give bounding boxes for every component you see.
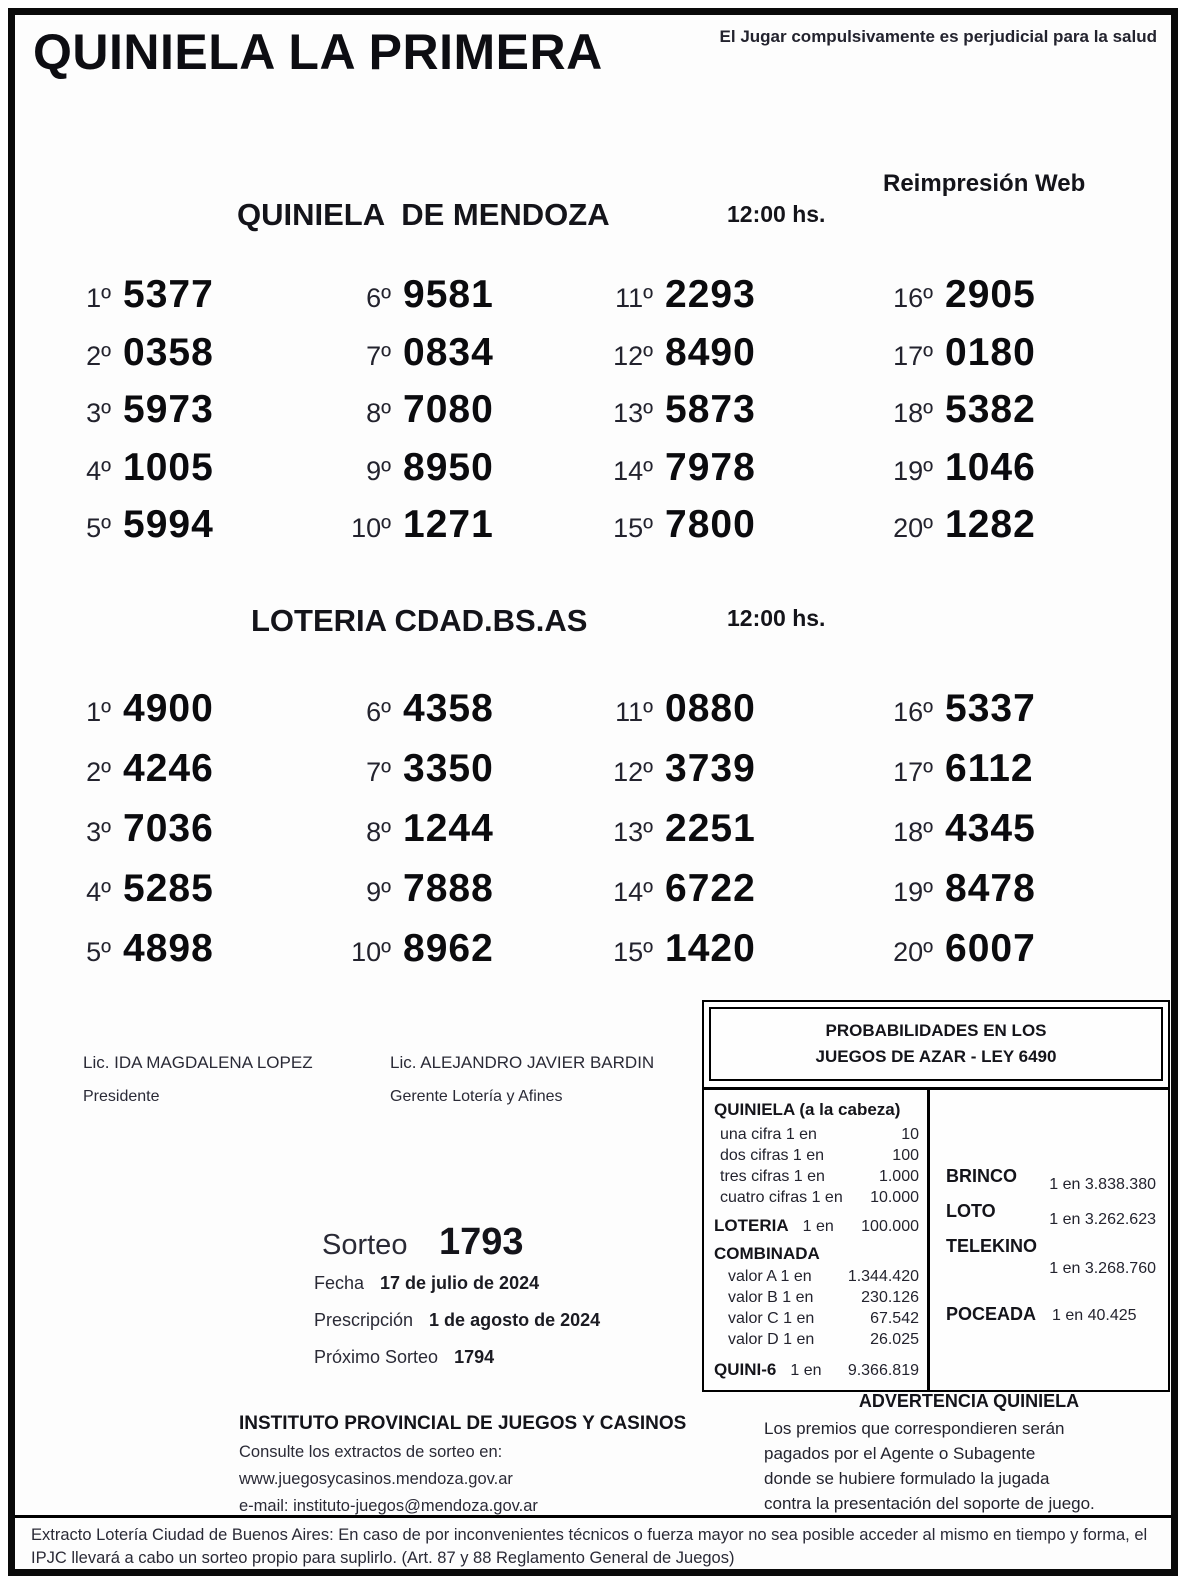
quini6-odds-row xyxy=(714,1360,919,1380)
loteria-odds-label: LOTERIA xyxy=(714,1216,789,1235)
results-grid-mendoza xyxy=(43,273,1143,561)
sorteo-label: Sorteo xyxy=(322,1229,408,1261)
result-number: 5973 xyxy=(123,388,214,431)
result-rank: 6º xyxy=(366,283,391,313)
institute-block xyxy=(239,1413,686,1516)
result-rank: 9º xyxy=(366,455,391,486)
footer-note: Extracto Lotería Ciudad de Buenos Aires: En caso de por inconvenientes técnicos o fuerza mayor no sea posible acceder al mismo en tiempo y forma, el IPJC llevará a cabo un sorteo propio para suplirlo. (Art. 87 y 88 Reglamento General de Juegos) xyxy=(15,1515,1171,1569)
result-rank: 17º xyxy=(893,757,933,787)
result-rank: 13º xyxy=(613,398,653,428)
result-number: 5377 xyxy=(123,273,214,316)
result-number: 3350 xyxy=(403,747,494,790)
prob-game-name: BRINCO xyxy=(946,1166,1017,1186)
result-mendoza-2º xyxy=(43,331,323,389)
result-number: 0358 xyxy=(123,330,214,374)
result-number: 2905 xyxy=(945,273,1036,316)
quiniela-odds-header: QUINIELA (a la cabeza) xyxy=(714,1100,901,1119)
result-bsas-10º xyxy=(323,927,585,987)
draw-info-label: Fecha xyxy=(314,1273,365,1293)
draw-info-value: 1794 xyxy=(454,1347,495,1367)
result-mendoza-11º xyxy=(585,273,865,331)
result-bsas-11º xyxy=(585,687,865,747)
result-bsas-9º xyxy=(323,867,585,927)
odds-row xyxy=(720,1166,919,1187)
result-number: 1244 xyxy=(403,807,494,850)
odds-label: cuatro cifras 1 en xyxy=(720,1189,843,1206)
result-mendoza-18º xyxy=(865,388,1143,446)
result-number: 5873 xyxy=(665,388,756,431)
prob-game-telekino xyxy=(946,1236,1156,1278)
odds-value: 230.126 xyxy=(861,1289,919,1306)
result-rank: 16º xyxy=(893,283,933,313)
odds-label: valor A 1 en xyxy=(728,1268,812,1285)
result-rank: 13º xyxy=(613,817,653,847)
result-number: 4358 xyxy=(403,687,494,730)
result-rank: 4º xyxy=(86,455,111,486)
result-number: 4345 xyxy=(945,807,1036,850)
text-line: e-mail: instituto-juegos@mendoza.gov.ar xyxy=(239,1497,538,1515)
result-number: 7080 xyxy=(403,388,494,431)
prob-game-name: TELEKINO xyxy=(946,1236,1038,1256)
draw-info-label: Prescripción xyxy=(314,1310,414,1330)
result-number: 6722 xyxy=(665,867,756,910)
loteria-odds-mid: 1 en xyxy=(802,1218,834,1235)
result-rank: 14º xyxy=(613,877,653,907)
odds-value: 1.000 xyxy=(878,1168,919,1185)
probabilities-title xyxy=(709,1007,1163,1081)
health-warning-text: El Jugar compulsivamente es perjudicial para la salud xyxy=(719,27,1157,46)
odds-row xyxy=(728,1308,919,1329)
result-number: 5382 xyxy=(945,388,1036,431)
result-mendoza-10º xyxy=(323,503,585,561)
result-bsas-5º xyxy=(43,927,323,987)
result-rank: 20º xyxy=(893,513,933,543)
result-mendoza-7º xyxy=(323,331,585,389)
result-mendoza-12º xyxy=(585,331,865,389)
result-number: 2293 xyxy=(665,273,756,316)
result-rank: 10º xyxy=(351,513,391,543)
signature-name: Lic. IDA MAGDALENA LOPEZ xyxy=(83,1053,313,1072)
signature-manager xyxy=(390,1053,654,1106)
result-number: 1420 xyxy=(665,927,756,970)
result-number: 0834 xyxy=(403,330,494,374)
signature-role: Presidente xyxy=(83,1088,160,1105)
result-mendoza-16º xyxy=(865,273,1143,331)
quini6-odds-mid: 1 en xyxy=(790,1362,822,1379)
result-bsas-14º xyxy=(585,867,865,927)
odds-value: 26.025 xyxy=(870,1331,919,1348)
result-bsas-1º xyxy=(43,687,323,747)
result-rank: 12º xyxy=(613,340,653,371)
odds-label: valor B 1 en xyxy=(728,1289,814,1306)
result-rank: 16º xyxy=(893,697,933,727)
odds-row xyxy=(728,1329,919,1350)
result-number: 7888 xyxy=(403,867,494,910)
result-rank: 3º xyxy=(86,817,111,847)
result-number: 1046 xyxy=(945,445,1036,489)
text-line: Consulte los extractos de sorteo en: xyxy=(239,1443,503,1461)
sorteo-number: 1793 xyxy=(439,1221,524,1263)
result-bsas-20º xyxy=(865,927,1143,987)
text-line: contra la presentación del soporte de juego. xyxy=(764,1494,1095,1513)
result-number: 1282 xyxy=(945,503,1036,546)
prob-game-name: POCEADA xyxy=(946,1304,1037,1324)
result-rank: 2º xyxy=(86,340,111,371)
result-number: 2251 xyxy=(665,807,756,850)
result-number: 5337 xyxy=(945,687,1036,730)
signature-name: Lic. ALEJANDRO JAVIER BARDIN xyxy=(390,1053,655,1072)
result-number: 7036 xyxy=(123,807,214,850)
quini6-odds-label: QUINI-6 xyxy=(714,1360,777,1379)
result-number: 8950 xyxy=(403,445,494,489)
probabilities-right-column xyxy=(930,1090,1168,1390)
text-line: Los premios que correspondieren serán xyxy=(764,1419,1065,1438)
result-bsas-13º xyxy=(585,807,865,867)
draw-info-row xyxy=(314,1273,600,1294)
quiniela-odds-rows xyxy=(714,1124,919,1208)
text-line: www.juegosycasinos.mendoza.gov.ar xyxy=(239,1470,513,1488)
section-time-mendoza: 12:00 hs. xyxy=(727,201,826,227)
prob-game-poceada xyxy=(946,1304,1156,1325)
draw-info-row xyxy=(314,1347,600,1368)
draw-info-value: 1 de agosto de 2024 xyxy=(429,1310,601,1330)
result-bsas-8º xyxy=(323,807,585,867)
result-number: 1005 xyxy=(123,445,214,489)
odds-label: tres cifras 1 en xyxy=(720,1168,825,1185)
result-number: 0880 xyxy=(665,687,756,730)
result-mendoza-17º xyxy=(865,331,1143,389)
result-mendoza-6º xyxy=(323,273,585,331)
result-mendoza-4º xyxy=(43,446,323,504)
result-number: 8962 xyxy=(403,927,494,970)
section-time-bsas: 12:00 hs. xyxy=(727,605,826,631)
odds-row xyxy=(728,1266,919,1287)
reprint-note: Reimpresión Web xyxy=(883,170,1086,197)
advertencia-lines xyxy=(750,1416,1188,1516)
result-bsas-6º xyxy=(323,687,585,747)
result-rank: 18º xyxy=(893,817,933,847)
result-rank: 8º xyxy=(366,398,391,428)
result-rank: 19º xyxy=(893,877,933,907)
result-rank: 14º xyxy=(613,455,653,486)
result-bsas-2º xyxy=(43,747,323,807)
prob-game-value: 1 en 3.838.380 xyxy=(1049,1176,1156,1193)
result-rank: 10º xyxy=(351,937,391,967)
result-mendoza-13º xyxy=(585,388,865,446)
result-number: 4900 xyxy=(123,687,214,730)
result-number: 9581 xyxy=(403,273,494,316)
result-number: 6112 xyxy=(945,747,1034,790)
odds-value: 67.542 xyxy=(870,1310,919,1327)
odds-label: dos cifras 1 en xyxy=(720,1147,825,1164)
odds-row xyxy=(728,1287,919,1308)
result-mendoza-5º xyxy=(43,503,323,561)
result-rank: 4º xyxy=(86,877,111,907)
draw-info-row xyxy=(314,1310,600,1331)
result-bsas-16º xyxy=(865,687,1143,747)
prob-game-value: 1 en 3.262.623 xyxy=(1049,1211,1156,1228)
prob-game-name: LOTO xyxy=(946,1201,996,1221)
result-number: 6007 xyxy=(945,927,1036,970)
result-number: 0180 xyxy=(945,330,1036,374)
result-number: 8490 xyxy=(665,330,756,374)
result-number: 1271 xyxy=(403,503,494,546)
result-bsas-7º xyxy=(323,747,585,807)
result-rank: 5º xyxy=(86,513,111,543)
result-rank: 20º xyxy=(893,937,933,967)
result-mendoza-19º xyxy=(865,446,1143,504)
result-number: 5285 xyxy=(123,867,214,910)
result-bsas-18º xyxy=(865,807,1143,867)
odds-label: valor C 1 en xyxy=(728,1310,815,1327)
prob-game-loto xyxy=(946,1201,1156,1229)
section-title-mendoza: QUINIELA DE MENDOZA xyxy=(237,197,610,232)
odds-value: 1.344.420 xyxy=(847,1268,919,1285)
odds-label: una cifra 1 en xyxy=(720,1126,817,1143)
result-number: 7978 xyxy=(665,445,756,489)
result-rank: 3º xyxy=(86,398,111,428)
result-rank: 17º xyxy=(893,340,933,371)
odds-label: valor D 1 en xyxy=(728,1331,815,1348)
result-mendoza-15º xyxy=(585,503,865,561)
probabilities-title-line2: JUEGOS DE AZAR - LEY 6490 xyxy=(815,1047,1057,1067)
result-bsas-4º xyxy=(43,867,323,927)
document-page xyxy=(8,8,1178,1576)
result-mendoza-1º xyxy=(43,273,323,331)
page-title: QUINIELA LA PRIMERA xyxy=(33,24,603,80)
draw-info-label: Próximo Sorteo xyxy=(314,1347,439,1367)
loteria-odds-row xyxy=(714,1216,919,1236)
result-rank: 11º xyxy=(615,283,653,313)
result-rank: 6º xyxy=(366,697,391,727)
result-bsas-17º xyxy=(865,747,1143,807)
odds-value: 10 xyxy=(901,1126,919,1143)
odds-row xyxy=(720,1124,919,1145)
signature-role: Gerente Lotería y Afines xyxy=(390,1088,563,1105)
result-mendoza-9º xyxy=(323,446,585,504)
combinada-odds-rows xyxy=(714,1266,919,1350)
result-rank: 2º xyxy=(86,757,111,787)
probabilities-body xyxy=(704,1087,1168,1390)
odds-row xyxy=(720,1145,919,1166)
result-rank: 1º xyxy=(86,283,111,313)
result-number: 8478 xyxy=(945,867,1036,910)
result-rank: 19º xyxy=(893,455,933,486)
advertencia-title: ADVERTENCIA QUINIELA xyxy=(858,1391,1080,1411)
result-bsas-19º xyxy=(865,867,1143,927)
result-rank: 12º xyxy=(613,757,653,787)
combinada-odds-header: COMBINADA xyxy=(714,1244,820,1263)
section-title-bsas: LOTERIA CDAD.BS.AS xyxy=(251,603,588,638)
result-mendoza-20º xyxy=(865,503,1143,561)
result-number: 4898 xyxy=(123,927,214,970)
text-line: pagados por el Agente o Subagente xyxy=(764,1444,1036,1463)
result-rank: 5º xyxy=(86,937,111,967)
signature-president xyxy=(83,1053,313,1106)
odds-value: 100 xyxy=(892,1147,919,1164)
result-bsas-3º xyxy=(43,807,323,867)
result-number: 3739 xyxy=(665,747,756,790)
result-rank: 11º xyxy=(615,697,653,727)
result-rank: 15º xyxy=(613,937,653,967)
probabilities-box xyxy=(702,1000,1170,1392)
result-rank: 1º xyxy=(86,697,111,727)
result-mendoza-14º xyxy=(585,446,865,504)
result-number: 4246 xyxy=(123,747,214,790)
result-rank: 15º xyxy=(613,513,653,543)
result-rank: 7º xyxy=(366,340,391,371)
probabilities-left-column xyxy=(704,1090,930,1390)
result-bsas-15º xyxy=(585,927,865,987)
probabilities-title-line1: PROBABILIDADES EN LOS xyxy=(825,1021,1047,1040)
odds-row xyxy=(720,1187,919,1208)
result-rank: 18º xyxy=(893,398,933,428)
loteria-odds-value: 100.000 xyxy=(861,1218,919,1235)
result-number: 7800 xyxy=(665,503,756,546)
text-line: donde se hubiere formulado la jugada xyxy=(764,1469,1050,1488)
result-rank: 7º xyxy=(366,757,391,787)
advertencia-block xyxy=(750,1391,1188,1516)
results-grid-bsas xyxy=(43,687,1143,987)
institute-name: INSTITUTO PROVINCIAL DE JUEGOS Y CASINOS xyxy=(239,1413,687,1434)
result-mendoza-3º xyxy=(43,388,323,446)
result-rank: 9º xyxy=(366,877,391,907)
draw-info-value: 17 de julio de 2024 xyxy=(380,1273,540,1293)
result-bsas-12º xyxy=(585,747,865,807)
result-number: 5994 xyxy=(123,503,214,546)
draw-info-rows xyxy=(314,1273,600,1384)
prob-game-brinco xyxy=(946,1166,1156,1194)
quini6-odds-value: 9.366.819 xyxy=(847,1362,919,1379)
prob-game-value: 1 en 40.425 xyxy=(1052,1307,1137,1324)
result-rank: 8º xyxy=(366,817,391,847)
result-mendoza-8º xyxy=(323,388,585,446)
institute-lines xyxy=(239,1443,686,1516)
prob-game-value: 1 en 3.268.760 xyxy=(1049,1260,1156,1277)
odds-value: 10.000 xyxy=(870,1189,919,1206)
